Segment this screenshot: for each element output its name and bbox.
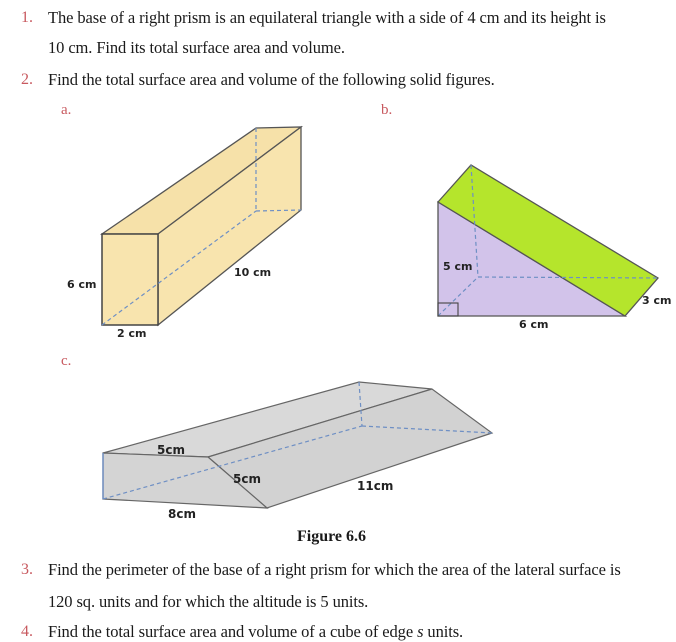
figure-a-length-label: 10 cm <box>234 266 272 279</box>
question-4-variable: s <box>417 622 424 641</box>
question-2-line-1: Find the total surface area and volume of the following solid figures. <box>48 70 495 89</box>
question-4-text-end: units. <box>423 622 464 641</box>
figure-b-triangular-prism <box>438 165 671 331</box>
question-number-1: 1. <box>21 9 33 26</box>
figure-a-height-label: 6 cm <box>67 278 97 291</box>
figure-c-label: c. <box>61 353 72 369</box>
figure-c-bottom-label: 8cm <box>168 507 196 521</box>
question-number-2: 2. <box>21 71 33 88</box>
figure-caption: Figure 6.6 <box>297 528 367 545</box>
figure-a-width-label: 2 cm <box>117 327 147 340</box>
figure-c-trapezoidal-prism <box>103 382 492 521</box>
question-number-4: 4. <box>21 623 33 640</box>
figure-c-top-label: 5cm <box>157 443 185 457</box>
figure-a-rectangular-prism <box>67 127 301 340</box>
figure-b-label: b. <box>381 102 393 118</box>
question-1-line-2: 10 cm. Find its total surface area and volume. <box>48 38 345 57</box>
figure-c-slant-label: 5cm <box>233 472 261 486</box>
question-3-line-2: 120 sq. units and for which the altitude is 5 units. <box>48 592 369 611</box>
figure-b-base-label: 6 cm <box>519 318 549 331</box>
question-1-line-1: The base of a right prism is an equilateral triangle with a side of 4 cm and its height is <box>48 8 606 27</box>
figure-c-length-label: 11cm <box>357 479 394 493</box>
question-number-3: 3. <box>21 561 33 578</box>
question-3-line-1: Find the perimeter of the base of a right prism for which the area of the lateral surface is <box>48 560 621 579</box>
figure-a-label: a. <box>61 102 72 118</box>
figure-b-depth-label: 3 cm <box>642 294 672 307</box>
figure-b-height-label: 5 cm <box>443 260 473 273</box>
question-4-text: Find the total surface area and volume of a cube of edge <box>48 622 418 641</box>
question-4-line-1 <box>48 622 463 642</box>
